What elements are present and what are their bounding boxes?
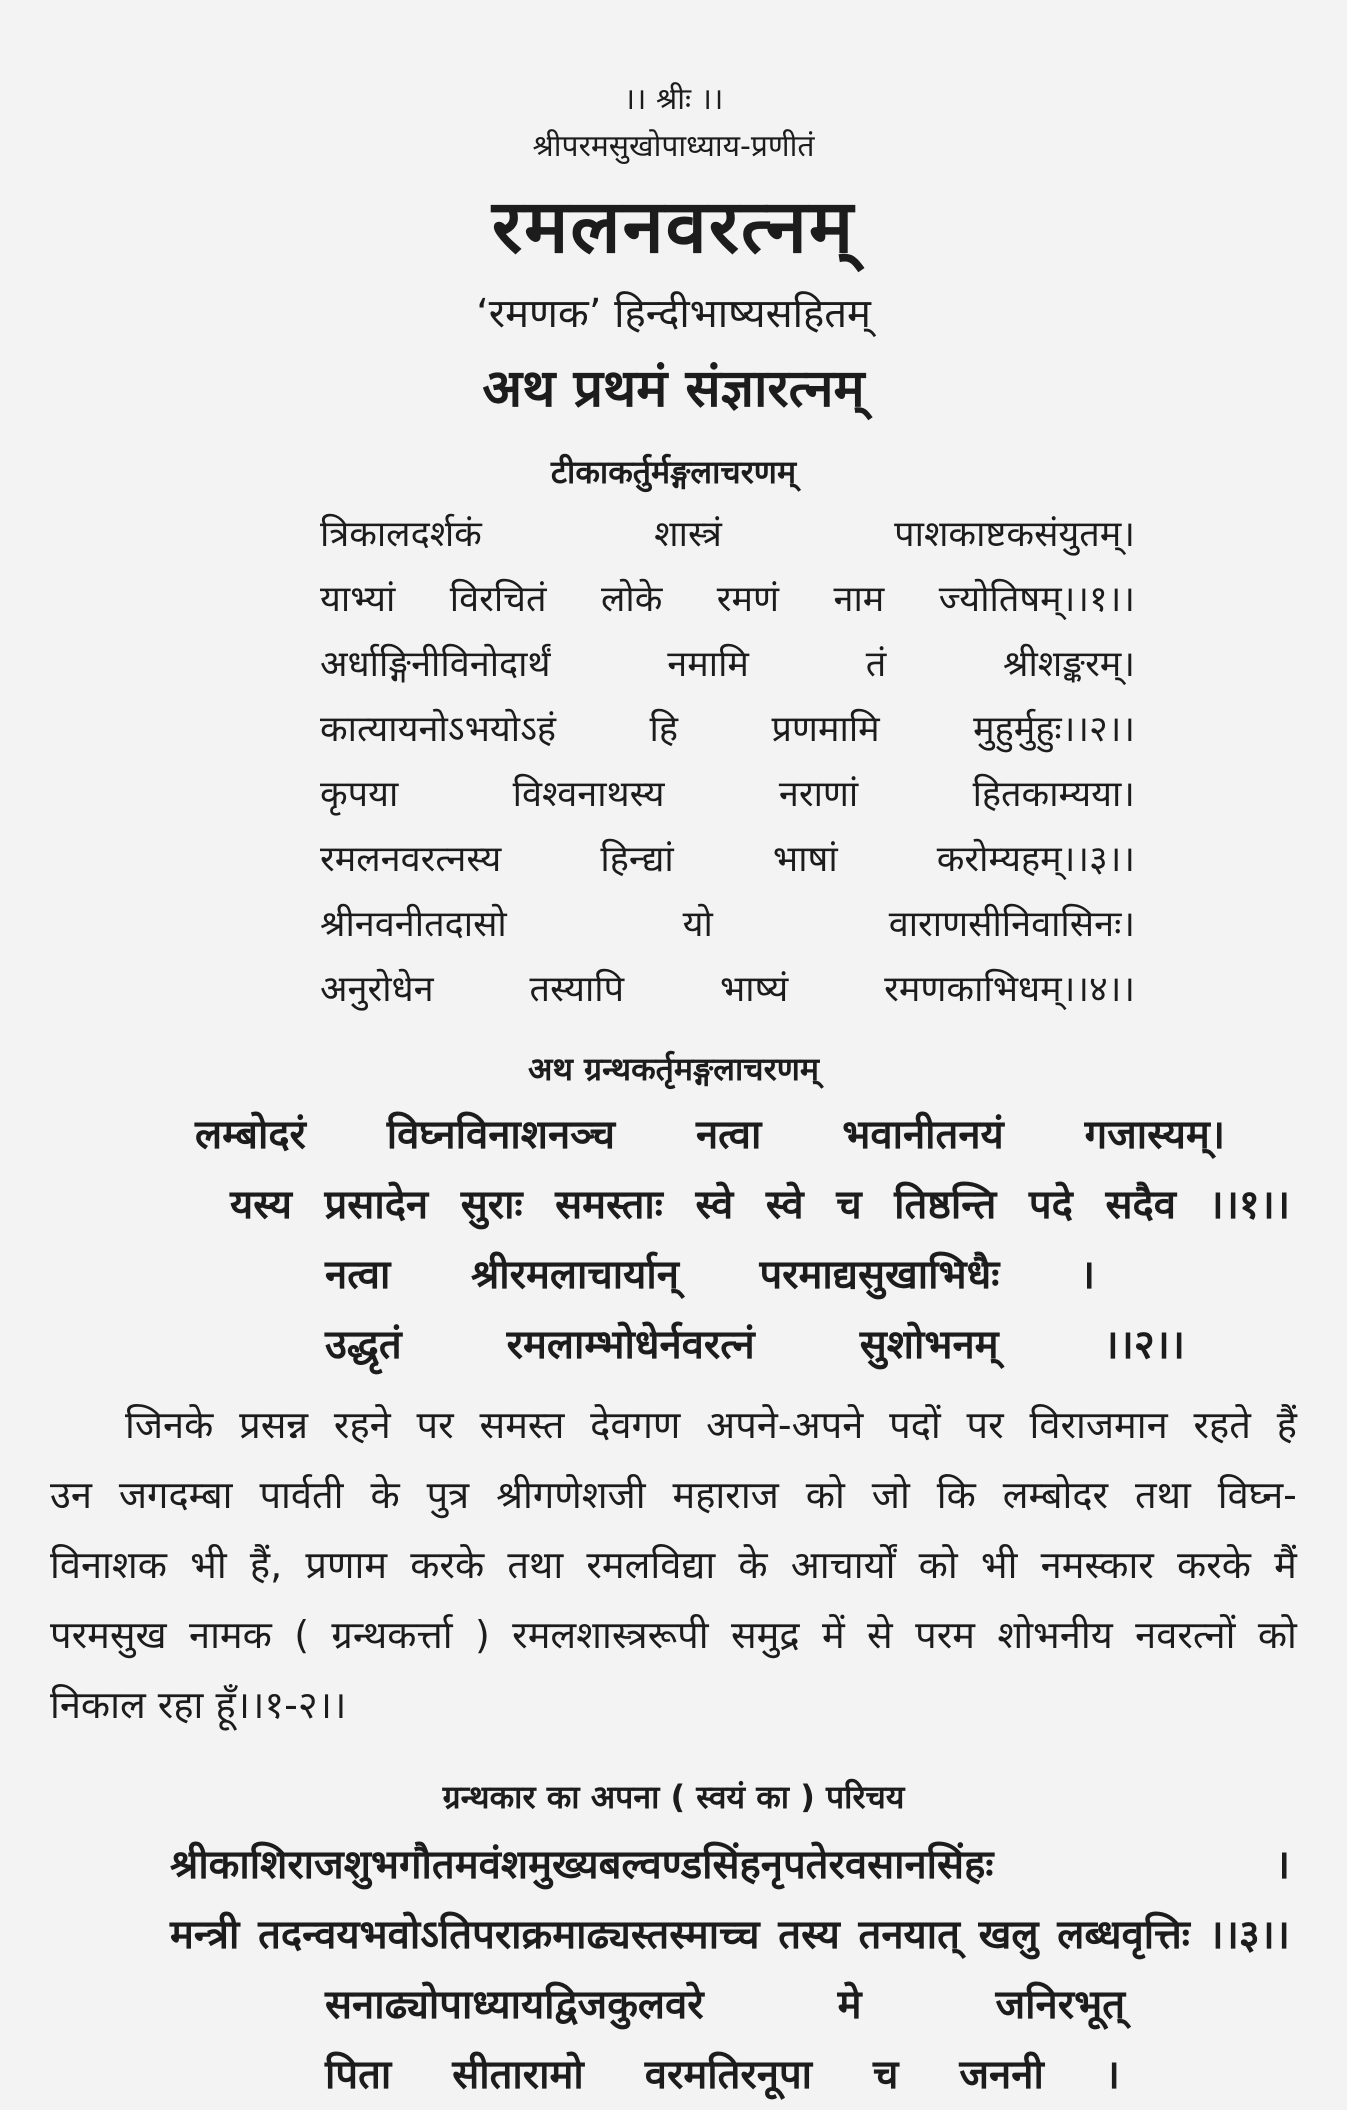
verse-line [320,827,1135,892]
verse-word: नमामि [667,644,749,685]
commentary-word: कि [936,1473,976,1517]
verse-word: तनयात् [858,1912,960,1958]
verse-word: च [873,2052,899,2098]
commentary-word: ग्रन्थकर्त्ता [331,1613,453,1657]
commentary-word: समस्त [479,1403,565,1447]
commentary-word: करके [1177,1543,1251,1587]
commentary-word: जो [871,1473,910,1517]
verse-word: गजास्यम्। [1084,1112,1225,1158]
commentary-word: विनाशक [50,1543,167,1587]
verse-word: । [1079,1252,1095,1298]
verse-word: मे [837,1982,862,2028]
commentary-word: तथा [1135,1473,1191,1517]
verse-word: स्वे [695,1182,734,1228]
commentary-word: प्रणाम [305,1543,388,1587]
verse-word: मन्त्री [170,1912,240,1958]
verse-word: जननी [959,2052,1044,2098]
commentary-word: ( [294,1613,310,1657]
commentary-line [50,1390,1297,1460]
verse-word: रमलाम्भोधेर्नवरत्नं [506,1322,755,1368]
commentary-word: विराजमान [1029,1403,1168,1447]
verse-word: च [836,1182,862,1228]
commentary-word: देवगण [590,1403,681,1447]
sri-invocation: ।। श्रीः ।। [623,82,724,117]
verse-word: त्रिकालदर्शकं [320,514,482,555]
verse-word: नराणां [778,774,859,815]
parichay-verse-line [325,2040,1120,2110]
verse-word: जनिरभूत् [995,1982,1125,2028]
verse-word: विश्वनाथस्य [512,774,665,815]
verse-word: सुशोभनम् [859,1322,999,1368]
granth-verse-line [325,1310,1185,1380]
verse-word: कृपया [320,774,399,815]
verse-word: सीतारामो [452,2052,584,2098]
verse-word: समस्ताः [555,1182,663,1228]
verse-word: ज्योतिषम्।।१।। [938,579,1135,620]
verse-word: लम्बोदरं [195,1112,306,1158]
verse-line [320,567,1135,632]
commentary-word: पर [416,1403,454,1447]
verse-word: कात्यायनोऽभयोऽहं [320,709,557,750]
verse-word: तस्यापि [529,969,625,1010]
commentary-word: ) [474,1613,490,1657]
commentary-word: पार्वती [259,1473,344,1517]
verse-word: खलु [978,1912,1039,1958]
verse-word: सनाढ्योपाध्यायद्विजकुलवरे [325,1982,704,2028]
verse-word: नाम [833,579,885,620]
tika-verses [320,502,1135,1022]
commentary-word: समुद्र [730,1613,800,1657]
parichay-verse-line [170,1900,1290,1970]
commentary-word: जिनके [125,1403,214,1447]
commentary-word: पुत्र [426,1473,470,1517]
commentary-word: पर [966,1403,1004,1447]
commentary-word: हैं [1276,1403,1297,1447]
verse-word: उद्धृतं [325,1322,402,1368]
commentary-word: रहते [1193,1403,1251,1447]
commentary-word: भी [190,1543,227,1587]
commentary-word: भी [980,1543,1018,1587]
verse-word: वाराणसीनिवासिनः। [888,904,1135,945]
commentary-word: महाराज [672,1473,779,1517]
commentary-word: रमलविद्या [586,1543,716,1587]
verse-word: ।।३।। [1208,1912,1290,1958]
verse-word: श्रीरमलाचार्यान् [470,1252,679,1298]
commentary-word: के [738,1543,768,1587]
commentary-word: नवरत्नों [1135,1613,1236,1657]
verse-word: प्रसादेन [324,1182,429,1228]
commentary-word: नमस्कार [1040,1543,1154,1587]
commentary-word: श्रीगणेशजी [496,1473,646,1517]
commentary-word: मैं [1274,1543,1297,1587]
verse-line [320,762,1135,827]
commentary-word: से [867,1613,893,1657]
verse-word: श्रीकाशिराजशुभगौतमवंशमुख्यबल्वण्डसिंहनृपतेरवसानसिंहः [170,1842,994,1888]
commentary-line [50,1460,1297,1530]
granth-heading: अथ ग्रन्थकर्तृमङ्गलाचरणम् [528,1050,819,1088]
verse-word: पाशकाष्टकसंयुतम्। [894,514,1135,555]
verse-word: पिता [325,2052,392,2098]
verse-word: यो [682,904,713,945]
verse-word: ।।२।। [1103,1322,1185,1368]
granth-verse-line [325,1240,1095,1310]
tika-heading: टीकाकर्तुर्मङ्गलाचरणम् [550,453,797,491]
verse-word: विघ्नविनाशनञ्च [386,1112,616,1158]
hindi-commentary [50,1390,1297,1740]
verse-word: भाषां [772,839,838,880]
commentary-word: अपने-अपने [706,1403,864,1447]
verse-word: नत्वा [695,1112,762,1158]
verse-word: तस्य [778,1912,840,1958]
commentary-word: के [370,1473,400,1517]
verse-word: पदे [1028,1182,1073,1228]
verse-word: सदैव [1105,1182,1176,1228]
author-line: श्रीपरमसुखोपाध्याय-प्रणीतं [532,129,815,164]
commentary-word: उन [50,1473,92,1517]
commentary-word: को [805,1473,845,1517]
commentary-line [50,1530,1297,1600]
verse-word: प्रणमामि [771,709,880,750]
commentary-word: में [821,1613,845,1657]
verse-word: रमणं [716,579,780,620]
granth-verse-line [230,1170,1290,1240]
verse-word: अर्धाङ्गिनीविनोदार्थं [320,644,551,685]
verse-word: शास्त्रं [654,514,722,555]
verse-word: श्रीनवनीतदासो [320,904,507,945]
commentary-line: निकाल रहा हूँ।।१-२।। [50,1683,347,1727]
verse-line [320,697,1135,762]
commentary-word: करके [410,1543,485,1587]
parichay-verse-line [325,1970,1125,2040]
verse-word: यस्य [230,1182,292,1228]
commentary-word: रहने [333,1403,391,1447]
book-subtitle: ‘रमणक’ हिन्दीभाष्यसहितम् [476,291,871,337]
commentary-word: परम [915,1613,975,1657]
verse-word: लोके [600,579,663,620]
commentary-word: हैं, [249,1543,283,1587]
commentary-word: विघ्न- [1217,1473,1297,1517]
parichay-heading: ग्रन्थकार का अपना ( स्वयं का ) परिचय [442,1778,905,1816]
verse-word: करोम्यहम्।।३।। [936,839,1135,880]
book-title: रमलनवरत्नम् [491,184,856,270]
verse-word: हिन्द्यां [600,839,674,880]
parichay-verse-line [170,1830,1290,1900]
commentary-word: प्रसन्न [239,1403,309,1447]
verse-word: हितकाम्यया। [972,774,1135,815]
verse-word: अनुरोधेन [320,969,434,1010]
verse-word: सुराः [460,1182,523,1228]
commentary-word: को [1257,1613,1297,1657]
chapter-title: अथ प्रथमं संज्ञारत्नम् [482,359,865,419]
verse-line [320,892,1135,957]
commentary-word: रमलशास्त्ररूपी [512,1613,709,1657]
verse-word: हि [649,709,678,750]
verse-word: श्रीशङ्करम्। [1003,644,1135,685]
verse-line [320,957,1135,1022]
commentary-word: जगदम्बा [118,1473,233,1517]
commentary-word: आचार्यों [790,1543,896,1587]
verse-line [320,632,1135,697]
verse-word: तिष्ठन्ति [894,1182,997,1228]
verse-word: रमणकाभिधम्।।४।। [884,969,1135,1010]
verse-word: लब्धवृत्तिः [1057,1912,1190,1958]
verse-word: ।।१।। [1208,1182,1290,1228]
commentary-word: पदों [889,1403,941,1447]
granth-verse-line [195,1100,1225,1170]
commentary-word: तथा [507,1543,564,1587]
commentary-line [50,1600,1297,1670]
verse-word: तं [865,644,887,685]
verse-word: । [1104,2052,1120,2098]
verse-word: भाष्यं [719,969,789,1010]
verse-word: मुहुर्मुहुः।।२।। [973,709,1135,750]
verse-word: रमलनवरत्नस्य [320,839,502,880]
verse-word: । [1274,1842,1290,1888]
verse-word: वरमतिरनूपा [644,2052,813,2098]
verse-word: विरचितं [449,579,547,620]
verse-word: तदन्वयभवोऽतिपराक्रमाढ्यस्तस्माच्च [258,1912,760,1958]
verse-word: स्वे [765,1182,804,1228]
verse-word: परमाद्यसुखाभिधैः [759,1252,1000,1298]
commentary-word: को [918,1543,958,1587]
verse-word: याभ्यां [320,579,396,620]
commentary-word: शोभनीय [997,1613,1113,1657]
commentary-word: परमसुख [50,1613,167,1657]
commentary-word: लम्बोदर [1002,1473,1109,1517]
verse-word: भवानीतनयं [842,1112,1004,1158]
commentary-word: नामक [189,1613,272,1657]
verse-word: नत्वा [325,1252,391,1298]
verse-line [320,502,1135,567]
